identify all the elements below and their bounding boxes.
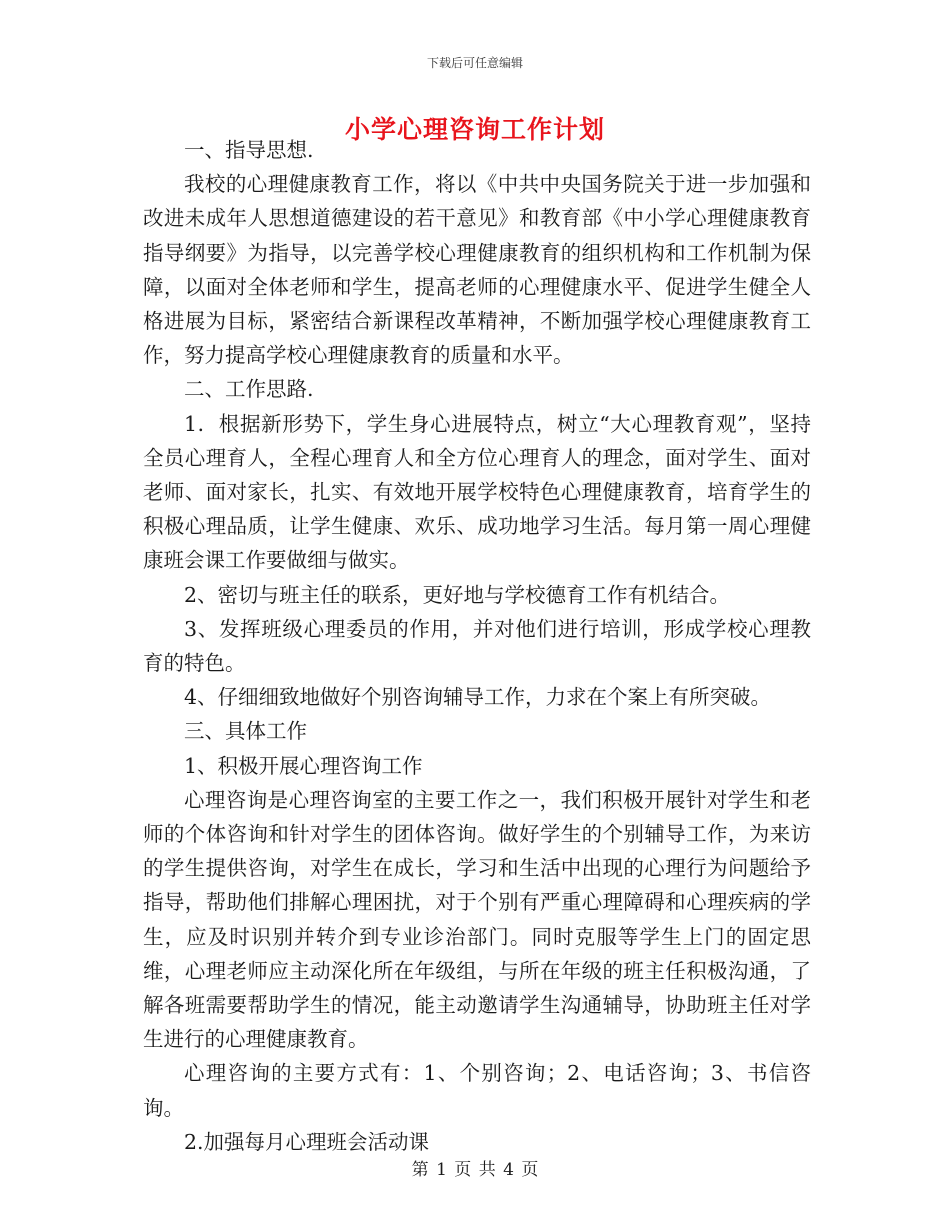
subsection-heading: 2.加强每月心理班会活动课 — [184, 1129, 430, 1154]
paragraph: 我校的心理健康教育工作，将以《中共中央国务院关于进一步加强和改进未成年人思想道德建设的若干意见》和教育部《中小学心理健康教育指导纲要》为指导，以完善学校心理健康教育的组织机构和工作机制为保障，以面对全体老师和学生，提高老师的心理健康水平、促进学生健全人格进展为目标，紧密结合新课程改革精神，不断加强学校心理健康教育工作，努力提高学校心理健康教育的质量和水平。 — [143, 172, 811, 368]
paragraph: 心理咨询是心理咨询室的主要工作之一，我们积极开展针对学生和老师的个体咨询和针对学生的团体咨询。做好学生的个别辅导工作，为来访的学生提供咨询，对学生在成长，学习和生活中出现的心理行为问题给予指导，帮助他们排解心理困扰，对于个别有严重心理障碍和心理疾病的学生，应及时识别并转介到专业诊治部门。同时克服等学生上门的固定思维，心理老师应主动深化所在年级组，与所在年级的班主任积极沟通，了解各班需要帮助学生的情况，能主动邀请学生沟通辅导，协助班主任对学生进行的心理健康教育。 — [143, 787, 811, 1052]
document-title: 小学心理咨询工作计划 — [344, 115, 605, 144]
paragraph: 心理咨询的主要方式有：1、个别咨询；2、电话咨询；3、书信咨询。 — [143, 1061, 811, 1120]
page-number-footer: 第 1 页 共 4 页 — [411, 1160, 539, 1180]
document-body — [143, 133, 811, 1159]
section-heading-work-approach: 二、工作思路. — [184, 377, 314, 402]
subsection-heading: 1、积极开展心理咨询工作 — [184, 753, 423, 778]
header-note: 下载后可任意编辑 — [426, 56, 523, 70]
section-heading-guiding-thought: 一、指导思想. — [184, 138, 314, 162]
list-item: 1．根据新形势下，学生身心进展特点，树立“大心理教育观”，坚持全员心理育人，全程心理育人和全方位心理育人的理念，面对学生、面对老师、面对家长，扎实、有效地开展学校特色心理健康教育，培育学生的积极心理品质，让学生健康、欢乐、成功地学习生活。每月第一周心理健康班会课工作要做细与做实。 — [143, 411, 811, 573]
list-item: 3、发挥班级心理委员的作用，并对他们进行培训，形成学校心理教育的特色。 — [143, 616, 811, 676]
section-heading-specific-work: 三、具体工作 — [184, 719, 307, 744]
list-item: 2、密切与班主任的联系，更好地与学校德育工作有机结合。 — [184, 582, 731, 607]
list-item: 4、仔细细致地做好个别咨询辅导工作，力求在个案上有所突破。 — [184, 685, 772, 710]
